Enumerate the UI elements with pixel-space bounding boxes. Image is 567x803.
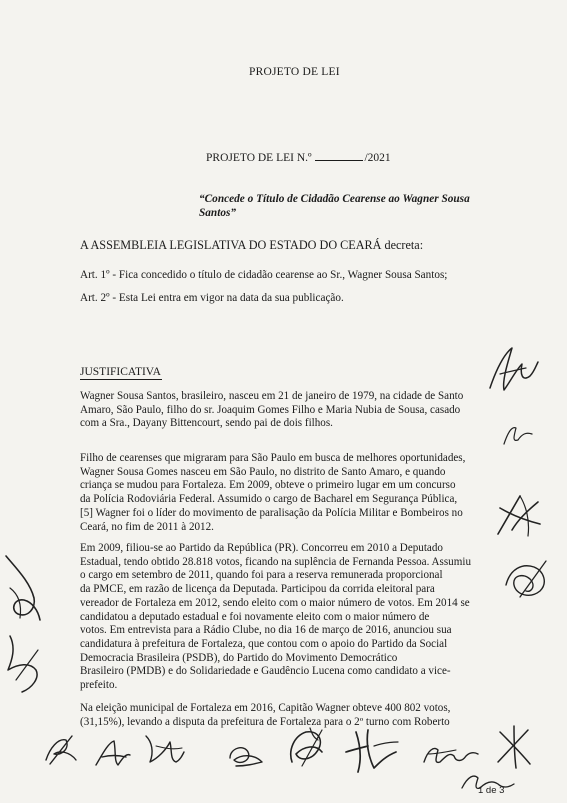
paragraph-line: candidatura à prefeitura de Fortaleza, que contou com o apoio do Partido da Social: [80, 637, 448, 650]
article-2: Art. 2º - Esta Lei entra em vigor na data da sua publicação.: [80, 292, 344, 304]
paragraph-line: Amaro, São Paulo, filho do sr. Joaquim Gomes Filho e Maria Nubia de Sousa, casado: [80, 403, 461, 416]
signature-mark: [490, 490, 545, 540]
paragraph-line: Brasileiro (PMDB) e do Solidariedade e Gaudêncio Lucena como candidato a vice-: [80, 665, 451, 678]
paragraph-3: [80, 542, 500, 693]
paragraph-line: prefeito.: [80, 679, 118, 692]
signature-mark: [0, 548, 46, 628]
signature-mark: [92, 735, 134, 771]
law-number-line: [206, 150, 391, 164]
paragraph-line: Ceará, no fim de 2011 à 2012.: [80, 520, 214, 533]
paragraph-line: vereador de Fortaleza em 2012, sendo eleito com o maior número de votos. Em 2014 se: [80, 596, 470, 609]
signature-mark: [2, 630, 46, 700]
paragraph-line: Filho de cearenses que migraram para São Paulo em busca de melhores oportunidades,: [80, 452, 466, 464]
paragraph-line: o cargo em setembro de 2011, quando foi para a reserva remunerada proporcional: [80, 569, 443, 582]
ementa: [199, 192, 470, 220]
paragraph-line: Democracia Brasileira (PSDB), do Partido do Movimento Democrático: [80, 651, 398, 664]
paragraph-line: [5] Wagner foi o líder do movimento de paralisação da Polícia Militar e Bombeiros no: [80, 506, 463, 519]
ementa-line: “Concede o Título de Cidadão Cearense ao Wagner Sousa: [199, 193, 470, 205]
paragraph-1: [80, 390, 500, 431]
paragraph-line: Em 2009, filiou-se ao Partido da República (PR). Concorreu em 2010 a Deputado: [80, 542, 443, 554]
paragraph-line: votos. Em entrevista para a Rádio Clube, no dia 16 de março de 2016, anunciou sua: [80, 624, 452, 637]
signature-mark: [338, 722, 404, 778]
justification-heading: JUSTIFICATIVA: [80, 366, 161, 378]
signature-mark: [500, 555, 555, 605]
paragraph-2: [80, 452, 500, 534]
signature-mark: [222, 738, 266, 770]
page-indicator: 1 de 3: [478, 785, 505, 796]
paragraph-line: Na eleição municipal de Fortaleza em 2016, Capitão Wagner obteve 400 802 votos,: [80, 702, 451, 714]
law-number-prefix: PROJETO DE LEI N.º: [206, 152, 312, 164]
paragraph-line: da Polícia Rodoviária Federal. Assumido o cargo de Bacharel em Segurança Pública,: [80, 493, 458, 506]
document-heading: PROJETO DE LEI: [249, 66, 340, 78]
law-number-suffix: /2021: [364, 152, 391, 164]
signature-mark: [420, 740, 480, 770]
paragraph-line: candidatou a deputado estadual e foi novamente eleito com o maior número de: [80, 610, 430, 623]
article-1: Art. 1º - Fica concedido o título de cidadão cearense ao Sr., Wagner Sousa Santos;: [80, 269, 448, 281]
law-number-blank: [315, 150, 363, 161]
paragraph-line: criança se mudou para Fortaleza. Em 2009, obteve o primeiro lugar em um concurso: [80, 479, 456, 492]
paragraph-line: Wagner Sousa Santos, brasileiro, nasceu em 21 de janeiro de 1979, na cidade de Santo: [80, 390, 464, 402]
justification-underline: [80, 379, 162, 380]
paragraph-line: com a Sra., Dayany Bittencourt, sendo pai de dois filhos.: [80, 417, 333, 430]
paragraph-line: da PMCE, em razão de licença da Deputada. Participou da corrida eleitoral para: [80, 583, 435, 596]
signature-mark: [492, 722, 536, 772]
signature-mark: [282, 722, 330, 772]
signature-mark: [40, 730, 84, 770]
paragraph-line: (31,15%), levando a disputa da prefeitura de Fortaleza para o 2º turno com Roberto: [80, 715, 450, 728]
enacting-clause: A ASSEMBLEIA LEGISLATIVA DO ESTADO DO CEARÁ decreta:: [80, 238, 424, 252]
signature-mark: [140, 728, 188, 770]
signature-mark: [500, 420, 536, 450]
ementa-line: Santos”: [199, 207, 237, 219]
paragraph-line: Wagner Sousa Gomes nasceu em São Paulo, no distrito de Santo Amaro, e quando: [80, 465, 446, 478]
signature-mark: [482, 340, 542, 400]
paragraph-line: Estadual, tendo obtido 28.818 votos, ficando na suplência de Fernanda Pessoa. Assumiu: [80, 555, 471, 568]
